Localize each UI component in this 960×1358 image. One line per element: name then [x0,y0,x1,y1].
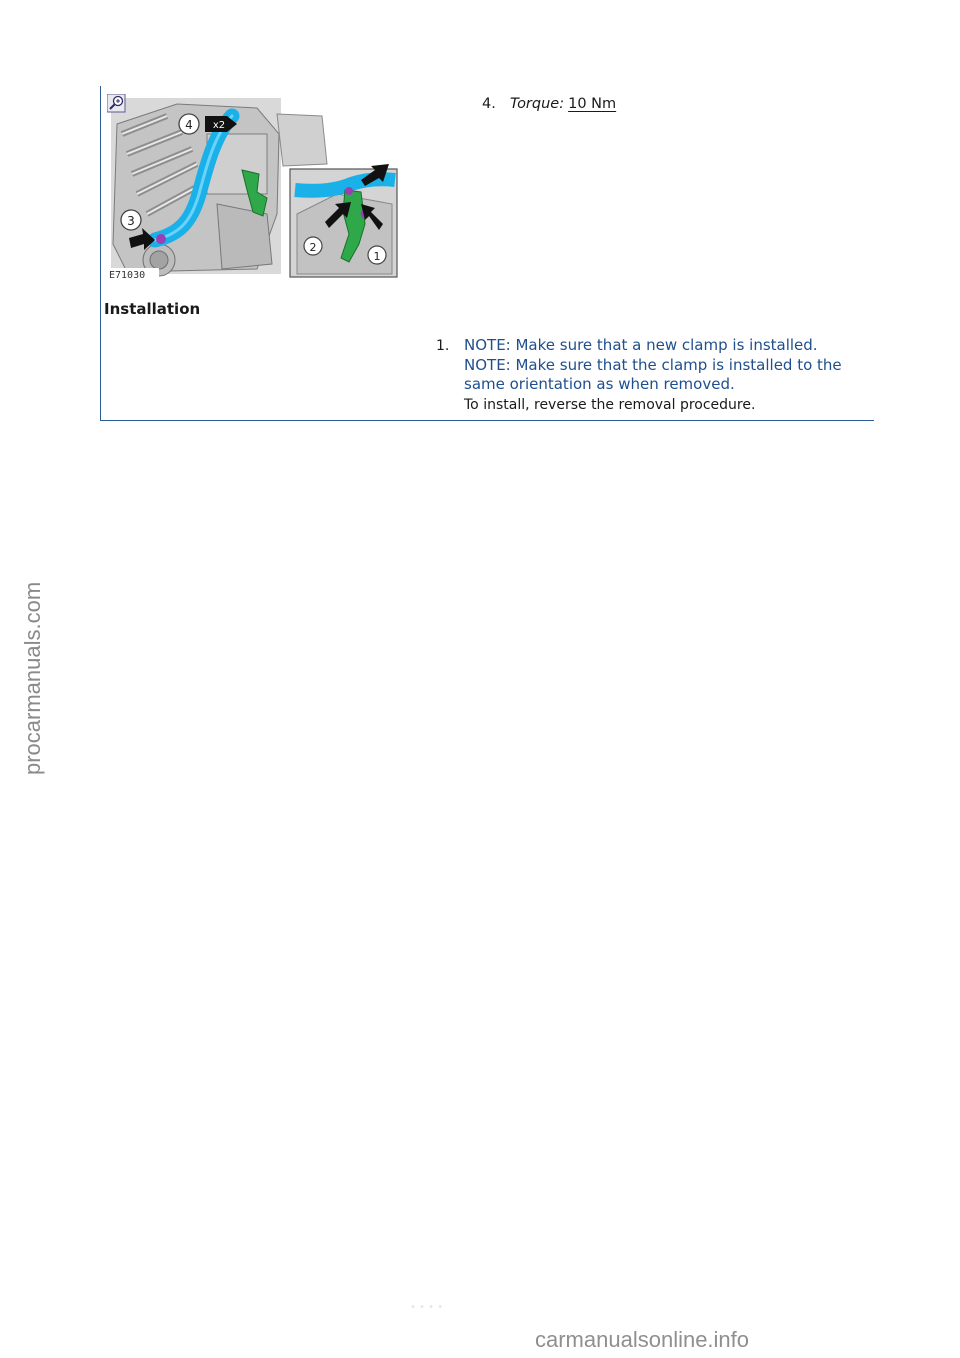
engine-coolant-hose-illustration[interactable] [107,94,399,280]
removal-step-4 [482,96,616,112]
installation-step-1 [436,336,876,415]
install-instruction: To install, reverse the removal procedure. [464,396,756,413]
note-new-clamp: NOTE: Make sure that a new clamp is installed. [464,336,818,354]
callout-4 [179,114,199,134]
note-clamp-orientation-line-1: NOTE: Make sure that the clamp is installed to the [464,355,842,374]
step-number: 4. [482,96,496,112]
svg-text:4: 4 [185,118,193,132]
svg-text:2: 2 [309,241,317,254]
note-clamp-orientation-line-2: same orientation as when removed. [464,375,735,393]
torque-value-link[interactable]: 10 Nm [568,96,617,112]
svg-text:x2: x2 [212,120,226,131]
svg-text:1: 1 [373,250,381,263]
watermark-procarmanuals: procarmanuals.com [20,581,45,775]
inset-detail-view [290,164,397,277]
illustration-code: E71030 [109,270,146,280]
step-number: 1. [436,338,450,354]
svg-text:3: 3 [127,214,135,228]
page-footer-faint: • • • • [410,1302,444,1313]
torque-label: Torque: [510,96,565,112]
callout-3 [121,210,141,230]
watermark-carmanualsonline: carmanualsonline.info [535,1327,750,1352]
clamp-marker [156,234,166,244]
installation-heading: Installation [104,300,201,318]
